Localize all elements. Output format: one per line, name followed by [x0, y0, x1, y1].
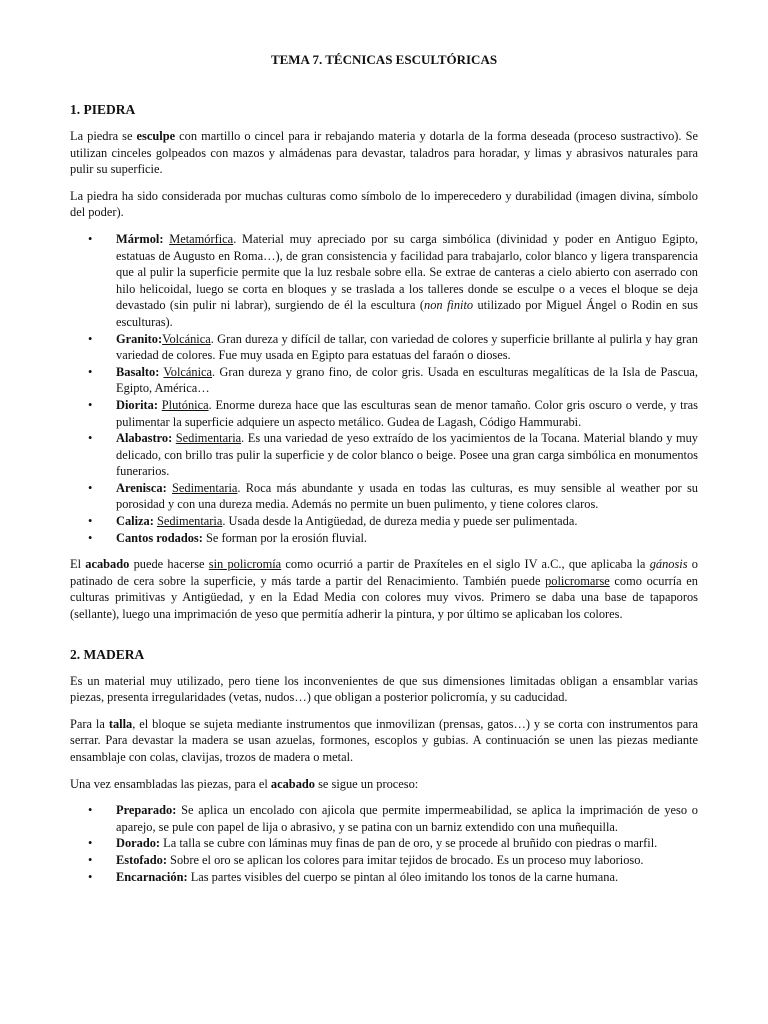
text: utilizado por Miguel Ángel o Rodin en sus esculturas). — [116, 298, 698, 329]
text: Una vez ensambladas las piezas, para el — [70, 776, 271, 791]
bullet: • — [88, 431, 93, 446]
text: Se forman por la erosión fluvial. — [202, 530, 368, 545]
text: . Material muy apreciado por su carga simbólica (divinidad y poder en Antiguo Egipto, estatuas de Augusto en Roma…), de gran consistencia y facilidad para trabajarlo, color blanco y ligera transparencia que al pulir la superficie permite que la luz resbale sobre ella. Se extrae de canteras a cielo abierto con aserrado con hilo helicoidal, luego se corta en bloques y se traslada a los talleres donde se esculpe o a veces el bloque se deja devastado (sin pulir ni labrar), surgiendo de él la escultura ( — [116, 231, 698, 313]
section-heading: 1. PIEDRA — [70, 102, 136, 117]
bullet: • — [88, 331, 93, 346]
bullet: • — [88, 397, 93, 412]
italic-text: gánosis — [649, 557, 688, 572]
list-item-estofado — [70, 852, 698, 869]
text: Sobre el oro se aplican los colores para imitar tejidos de brocado. Es un proceso muy laborioso. — [166, 852, 644, 867]
text: . Es una variedad de yeso extraído de los yacimientos de la Tocana. Material blando y muy delicado, con brillo tras pulir la superficie y de color blanco o beige. Posee una gran carga simbólica en monumentos funerarios. — [116, 431, 698, 479]
bullet: • — [88, 364, 93, 379]
paragraph-talla — [70, 716, 698, 766]
list-item-alabastro — [70, 430, 698, 480]
text: . Roca más abundante y usada en todas las culturas, es muy sensible al weather por su porosidad y con una dureza media. Además no permite un buen pulimento, y tiene colores claros. — [116, 480, 698, 512]
text: Las partes visibles del cuerpo se pintan al óleo imitando los tonos de la carne humana. — [187, 869, 619, 884]
list-item-encarnacion — [70, 869, 698, 886]
type: Metamórfica — [169, 231, 234, 246]
bold-text: talla — [108, 716, 133, 731]
text: puede hacerse — [129, 557, 209, 572]
text: como ocurría en culturas primitivas y Antigüedad, y en la Edad Media con colores muy vivos. Primero se daba una base de tapaporos (sellante), luego una imprimación de yeso que permitía adherir la pintura, y por último se aplicaban los colores. — [70, 573, 698, 622]
paragraph-acabado — [70, 556, 698, 622]
term: Estofado: — [116, 852, 167, 867]
text: . Usada desde la Antigüedad, de dureza media y puede ser pulimentada. — [222, 514, 578, 529]
term: Arenisca: — [116, 480, 167, 495]
bullet: • — [88, 514, 93, 529]
term: Granito: — [116, 331, 163, 346]
text: Para la — [70, 716, 109, 731]
text: Se aplica un encolado con ajicola que permite impermeabilidad, se aplica la imprimación de yeso o aparejo, se pule con papel de lija o abrasivo, y se patina con un barniz extendido con una muñequilla. — [116, 803, 698, 834]
section-piedra — [70, 102, 698, 623]
section-madera — [70, 647, 698, 886]
bullet: • — [88, 231, 93, 246]
list-item-caliza — [70, 513, 698, 530]
bold-text: esculpe — [136, 129, 176, 143]
text: se sigue un proceso: — [315, 776, 419, 791]
paragraph — [70, 128, 698, 178]
list-item-basalto — [70, 364, 698, 397]
type: Sedimentaria — [156, 514, 223, 529]
term: Caliza: — [116, 514, 154, 529]
list-item-preparado — [70, 802, 698, 835]
bullet: • — [88, 836, 93, 851]
list-item-cantos-rodados — [70, 530, 698, 547]
text: como ocurrió a partir de Praxíteles en el siglo IV a.C., que aplicaba la — [281, 557, 650, 572]
term: Basalto: — [116, 364, 160, 379]
list-item-arenisca — [70, 480, 698, 513]
section-heading: 2. MADERA — [70, 646, 145, 662]
term: Encarnación: — [116, 869, 188, 884]
text: La piedra se — [70, 129, 137, 143]
text: o patinado de cera sobre la superficie, y más tarde a partir del Renacimiento. También puede — [70, 557, 698, 588]
list-item-marmol — [70, 231, 698, 331]
type: Plutónica — [161, 397, 209, 412]
term: Cantos rodados: — [116, 530, 203, 545]
term: Alabastro: — [116, 431, 173, 446]
type: Volcánica — [163, 364, 213, 379]
bullet: • — [88, 530, 93, 545]
paragraph: Es un material muy utilizado, pero tiene los inconvenientes de que sus dimensiones limitadas obligan a ensamblar varias piezas, presenta irregularidades (vetas, nudos…) que obligan a posterior policromía, y su caducidad. — [70, 673, 698, 705]
text: El — [70, 557, 86, 572]
italic-text: non finito — [424, 298, 474, 313]
text: La talla se cubre con láminas muy finas de pan de oro, y se procede al bruñido con piedras o marfil. — [160, 836, 658, 851]
term: Dorado: — [116, 836, 161, 851]
type: Volcánica — [162, 331, 211, 346]
bold-text: acabado — [85, 557, 130, 572]
bullet: • — [88, 480, 93, 495]
list-item-granito — [70, 331, 698, 364]
underlined-text: sin policromía — [208, 557, 282, 572]
list-item-diorita — [70, 397, 698, 430]
bullet: • — [88, 852, 93, 867]
bullet: • — [88, 803, 93, 818]
term: Mármol: — [116, 231, 164, 246]
process-list — [70, 802, 698, 885]
type: Sedimentaria — [175, 431, 242, 446]
underlined-text: policromarse — [545, 573, 610, 588]
text: , el bloque se sujeta mediante instrumentos que inmovilizan (prensas, gatos…) y se corta con instrumentos para serrar. Para devastar la madera se usan azuelas, formones, escoplos y gubias. A continuación se unen las piezas mediante ensamblaje con colas, clavijas, trozos de madera o metal. — [70, 716, 699, 764]
type: Sedimentaria — [172, 480, 238, 495]
bullet: • — [88, 869, 93, 884]
list-item-dorado — [70, 835, 698, 852]
paragraph-acabado-madera — [70, 776, 698, 793]
term: Diorita: — [116, 397, 158, 412]
term: Preparado: — [116, 803, 177, 818]
bold-text: acabado — [270, 776, 315, 791]
text: . Gran dureza y difícil de tallar, con variedad de colores y superficie brillante al pulirla y hay gran variedad de colores. Fue muy usada en Egipto para estatuas del faraón o dioses. — [116, 331, 698, 363]
text: . Gran dureza y grano fino, de color gris. Usada en esculturas megalíticas de la Isla de Pascua, Egipto, América… — [116, 364, 699, 396]
text: con martillo o cincel para ir rebajando materia y dotarla de la forma deseada (proceso sustractivo). Se utilizan cinceles golpeados con mazos y almádenas para devastar, taladros para horadar, y limas y abrasivos naturales para pulir su superficie. — [70, 129, 698, 177]
text: . Enorme dureza hace que las esculturas sean de menor tamaño. Color gris oscuro o verde, y tras pulimentar la superficie adquiere un aspecto metálico. Gudea de Lagash, Código Hammurabi. — [116, 397, 698, 429]
paragraph: La piedra ha sido considerada por muchas culturas como símbolo de lo imperecedero y durabilidad (imagen divina, símbolo del poder). — [70, 188, 698, 220]
document-title: TEMA 7. TÉCNICAS ESCULTÓRICAS — [270, 52, 498, 67]
stone-list — [70, 231, 698, 546]
